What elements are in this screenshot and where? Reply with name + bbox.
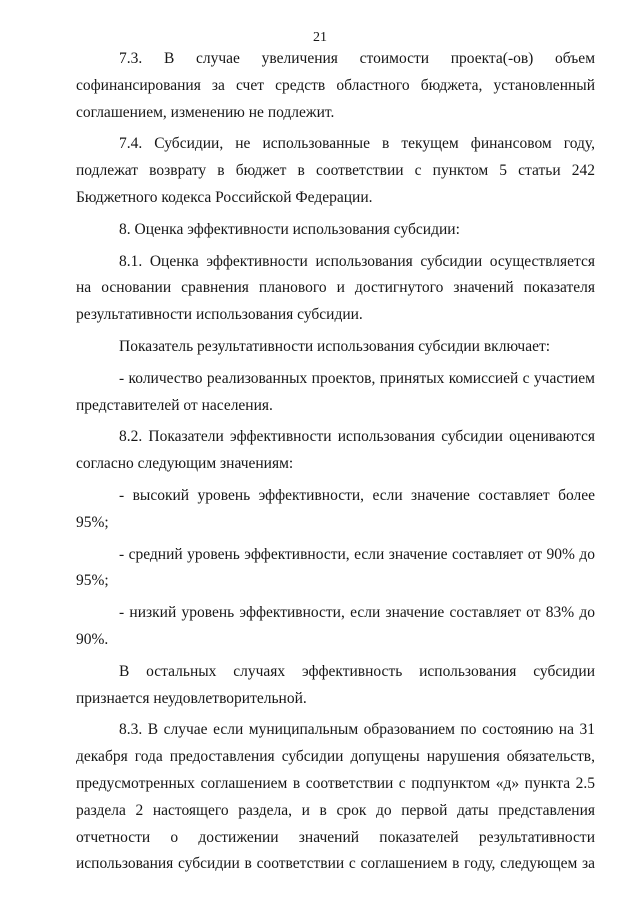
document-body	[76, 46, 595, 878]
indicator-item: - количество реализованных проектов, принятых комиссией с участием представителей от населения.	[76, 369, 595, 414]
page-number: 21	[313, 30, 327, 45]
other-cases: В остальных случаях эффективность использования субсидии признается неудовлетворительной.	[76, 662, 595, 707]
indicator-intro: Показатель результативности использования субсидии включает:	[119, 337, 551, 355]
level-medium: - средний уровень эффективности, если значение составляет от 90% до 95%;	[76, 545, 595, 590]
paragraph-7-4: 7.4. Субсидии, не использованные в текущем финансовом году, подлежат возврату в бюджет в соответствии с пунктом 5 статьи 242 Бюджетного кодекса Российской Федерации.	[76, 135, 595, 206]
level-high: - высокий уровень эффективности, если значение составляет более 95%;	[76, 486, 595, 531]
level-low: - низкий уровень эффективности, если значение составляет от 83% до 90%.	[76, 604, 595, 648]
paragraph-8-3: 8.3. В случае если муниципальным образованием по состоянию на 31 декабря года предоставления субсидии допущены нарушения обязательств, предусмотренных соглашением в соответствии с подпунктом «д» пункта 2.5 раздела 2 настоящего раздела, и в срок до первой даты представления отчетности о достижении значений показателей результативности использования субсидии в соответствии с соглашением в году, следующем за	[76, 721, 595, 873]
section-8-heading: 8. Оценка эффективности использования субсидии:	[119, 220, 460, 238]
paragraph-8-2: 8.2. Показатели эффективности использования субсидии оцениваются согласно следующим значениям:	[76, 428, 595, 473]
paragraph-8-1: 8.1. Оценка эффективности использования субсидии осуществляется на основании сравнения планового и достигнутого значений показателя результативности использования субсидии.	[76, 252, 595, 324]
paragraph-7-3: 7.3. В случае увеличения стоимости проекта(-ов) объем софинансирования за счет средств областного бюджета, установленный соглашением, изменению не подлежит.	[76, 50, 595, 121]
